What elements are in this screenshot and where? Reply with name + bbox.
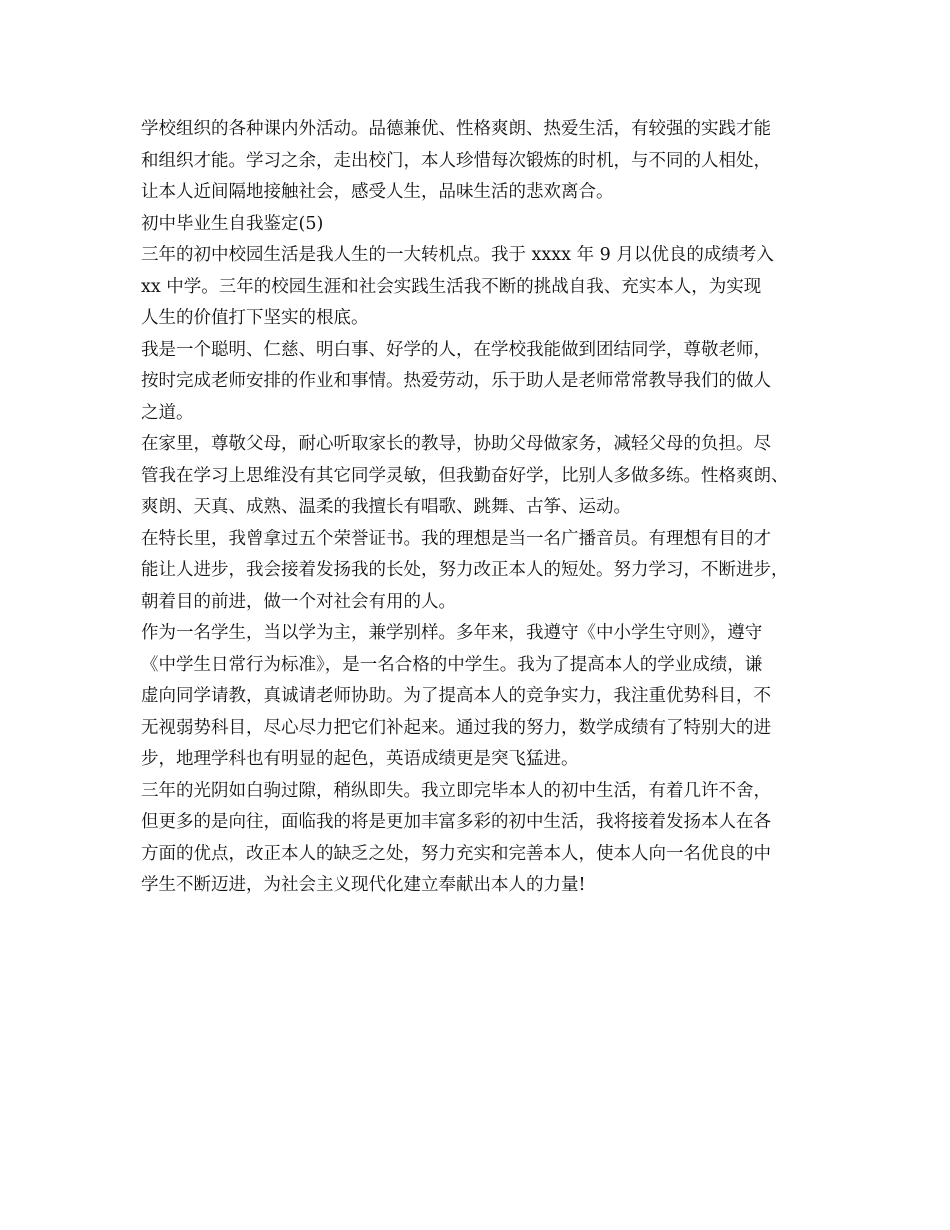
- text-line: 三年的光阴如白驹过隙，稍纵即失。我立即完毕本人的初中生活，有着几许不舍，: [141, 780, 771, 801]
- text-line: 之道。: [141, 402, 194, 423]
- text-line: 学生不断迈进，为社会主义现代化建立奉献出本人的力量!: [141, 875, 586, 895]
- text-line: 虚向同学请教，真诚请老师协助。为了提高本人的竞争实力，我注重优势科目，不: [141, 686, 771, 706]
- paragraph: [141, 618, 821, 776]
- text-line: 爽朗、天真、成熟、温柔的我擅长有唱歌、跳舞、古筝、运动。: [141, 497, 631, 517]
- text-line: 按时完成老师安排的作业和事情。热爱劳动，乐于助人是老师常常教导我们的做人: [141, 371, 771, 391]
- heading-text: 初中毕业生自我鉴定(5): [141, 213, 324, 234]
- text-line: 管我在学习上思维没有其它同学灵敏，但我勤奋好学，比别人多做多练。性格爽朗、: [141, 465, 789, 486]
- text-line: 人生的价值打下坚实的根底。: [141, 308, 369, 328]
- section-heading: [141, 209, 821, 241]
- text-line: 让本人近间隔地接触社会，感受人生，品味生活的悲欢离合。: [141, 182, 614, 202]
- paragraph: [141, 335, 821, 430]
- text-line: xx 中学。三年的校园生涯和社会实践生活我不断的挑战自我、充实本人，为实现: [141, 276, 762, 297]
- text-line: 能让人进步，我会接着发扬我的长处，努力改正本人的短处。努力学习，不断进步，: [141, 560, 789, 580]
- document-body: [141, 114, 821, 902]
- text-line: 步，地理学科也有明显的起色，英语成绩更是突飞猛进。: [141, 749, 579, 769]
- text-line: 三年的初中校园生活是我人生的一大转机点。我于 xxxx 年 9 月以优良的成绩考入: [141, 245, 774, 265]
- paragraph: [141, 114, 821, 209]
- paragraph: [141, 240, 821, 335]
- paragraph: [141, 429, 821, 524]
- text-line: 方面的优点，改正本人的缺乏之处，努力充实和完善本人，使本人向一名优良的中: [141, 843, 771, 864]
- text-line: 学校组织的各种课内外活动。品德兼优、性格爽朗、热爱生活，有较强的实践才能: [141, 119, 771, 139]
- paragraph: [141, 524, 821, 619]
- text-line: 但更多的是向往，面临我的将是更加丰富多彩的初中生活，我将接着发扬本人在各: [141, 812, 771, 832]
- text-line: 无视弱势科目，尽心尽力把它们补起来。通过我的努力，数学成绩有了特别大的进: [141, 717, 771, 738]
- text-line: 作为一名学生，当以学为主，兼学别样。多年来，我遵守《中小学生守则》，遵守: [141, 623, 763, 643]
- text-line: 我是一个聪明、仁慈、明白事、好学的人，在学校我能做到团结同学，尊敬老师，: [141, 339, 771, 360]
- text-line: 在特长里，我曾拿过五个荣誉证书。我的理想是当一名广播音员。有理想有目的才: [141, 528, 771, 549]
- text-line: 朝着目的前进，做一个对社会有用的人。: [141, 591, 456, 612]
- text-line: 在家里，尊敬父母，耐心听取家长的教导，协助父母做家务，减轻父母的负担。尽: [141, 434, 771, 454]
- text-line: 和组织才能。学习之余，走出校门，本人珍惜每次锻炼的时机，与不同的人相处，: [141, 150, 771, 171]
- text-line: 《中学生日常行为标准》，是一名合格的中学生。我为了提高本人的学业成绩，谦: [141, 654, 763, 675]
- paragraph: [141, 776, 821, 902]
